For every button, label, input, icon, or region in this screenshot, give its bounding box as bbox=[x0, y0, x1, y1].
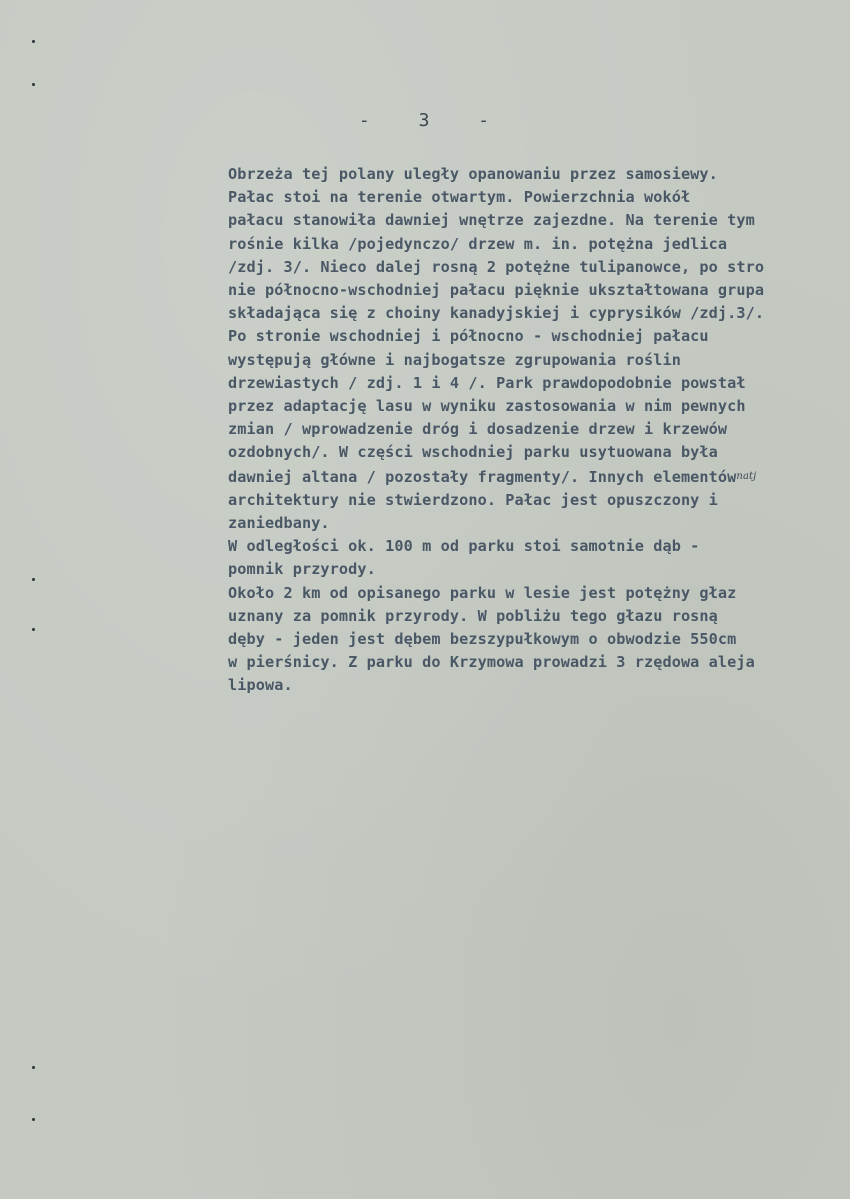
text-line: Po stronie wschodniej i północno - wschodniej pałacu bbox=[228, 327, 709, 346]
text-line: występują główne i najbogatsze zgrupowania roślin bbox=[228, 350, 681, 369]
punch-mark bbox=[32, 578, 35, 581]
text-line: dęby - jeden jest dębem bezszypułkowym o obwodzie 550cm bbox=[228, 630, 737, 649]
punch-mark bbox=[32, 83, 35, 86]
body-text bbox=[228, 163, 843, 698]
page-number: - 3 - bbox=[358, 110, 492, 131]
text-line: pałacu stanowiła dawniej wnętrze zajezdne. Na terenie tym bbox=[228, 211, 755, 230]
text-line: architektury nie stwierdzono. Pałac jest opuszczony i bbox=[228, 490, 718, 509]
text-line-with-note bbox=[228, 465, 843, 489]
text-line: w pierśnicy. Z parku do Krzymowa prowadzi 3 rzędowa aleja bbox=[228, 653, 755, 672]
text-line: Pałac stoi na terenie otwartym. Powierzchnia wokół bbox=[228, 188, 691, 207]
text-line: ozdobnych/. W części wschodniej parku usytuowana była bbox=[228, 443, 718, 462]
text-line: Obrzeża tej polany uległy opanowaniu przez samosiewy. bbox=[228, 165, 718, 183]
text-line: pomnik przyrody. bbox=[228, 560, 376, 579]
text-line: zmian / wprowadzenie dróg i dosadzenie drzew i krzewów bbox=[228, 420, 728, 439]
text-line: drzewiastych / zdj. 1 i 4 /. Park prawdopodobnie powstał bbox=[228, 373, 746, 392]
text-line: składająca się z choiny kanadyjskiej i cyprysików /zdj.3/. bbox=[228, 304, 765, 323]
text-line: zaniedbany. bbox=[228, 514, 330, 533]
text-line: przez adaptację lasu w wyniku zastosowania w nim pewnych bbox=[228, 397, 746, 416]
text-line: Około 2 km od opisanego parku w lesie jest potężny głaz bbox=[228, 583, 737, 602]
punch-mark bbox=[32, 40, 35, 43]
text-line: dawniej altana / pozostały fragmenty/. Innych elementów bbox=[228, 467, 737, 486]
text-line: nie północno-wschodniej pałacu pięknie ukształtowana grupa bbox=[228, 281, 765, 300]
text-line: W odległości ok. 100 m od parku stoi samotnie dąb - bbox=[228, 537, 700, 556]
text-line: /zdj. 3/. Nieco dalej rosną 2 potężne tulipanowce, po stro bbox=[228, 257, 765, 276]
punch-mark bbox=[32, 1066, 35, 1069]
punch-mark bbox=[32, 628, 35, 631]
handwritten-margin-note: natj bbox=[736, 470, 757, 482]
text-line: uznany za pomnik przyrody. W pobliżu tego głazu rosną bbox=[228, 606, 718, 625]
text-line: lipowa. bbox=[228, 676, 293, 695]
punch-mark bbox=[32, 1118, 35, 1121]
text-line: rośnie kilka /pojedynczo/ drzew m. in. potężna jedlica bbox=[228, 234, 728, 253]
